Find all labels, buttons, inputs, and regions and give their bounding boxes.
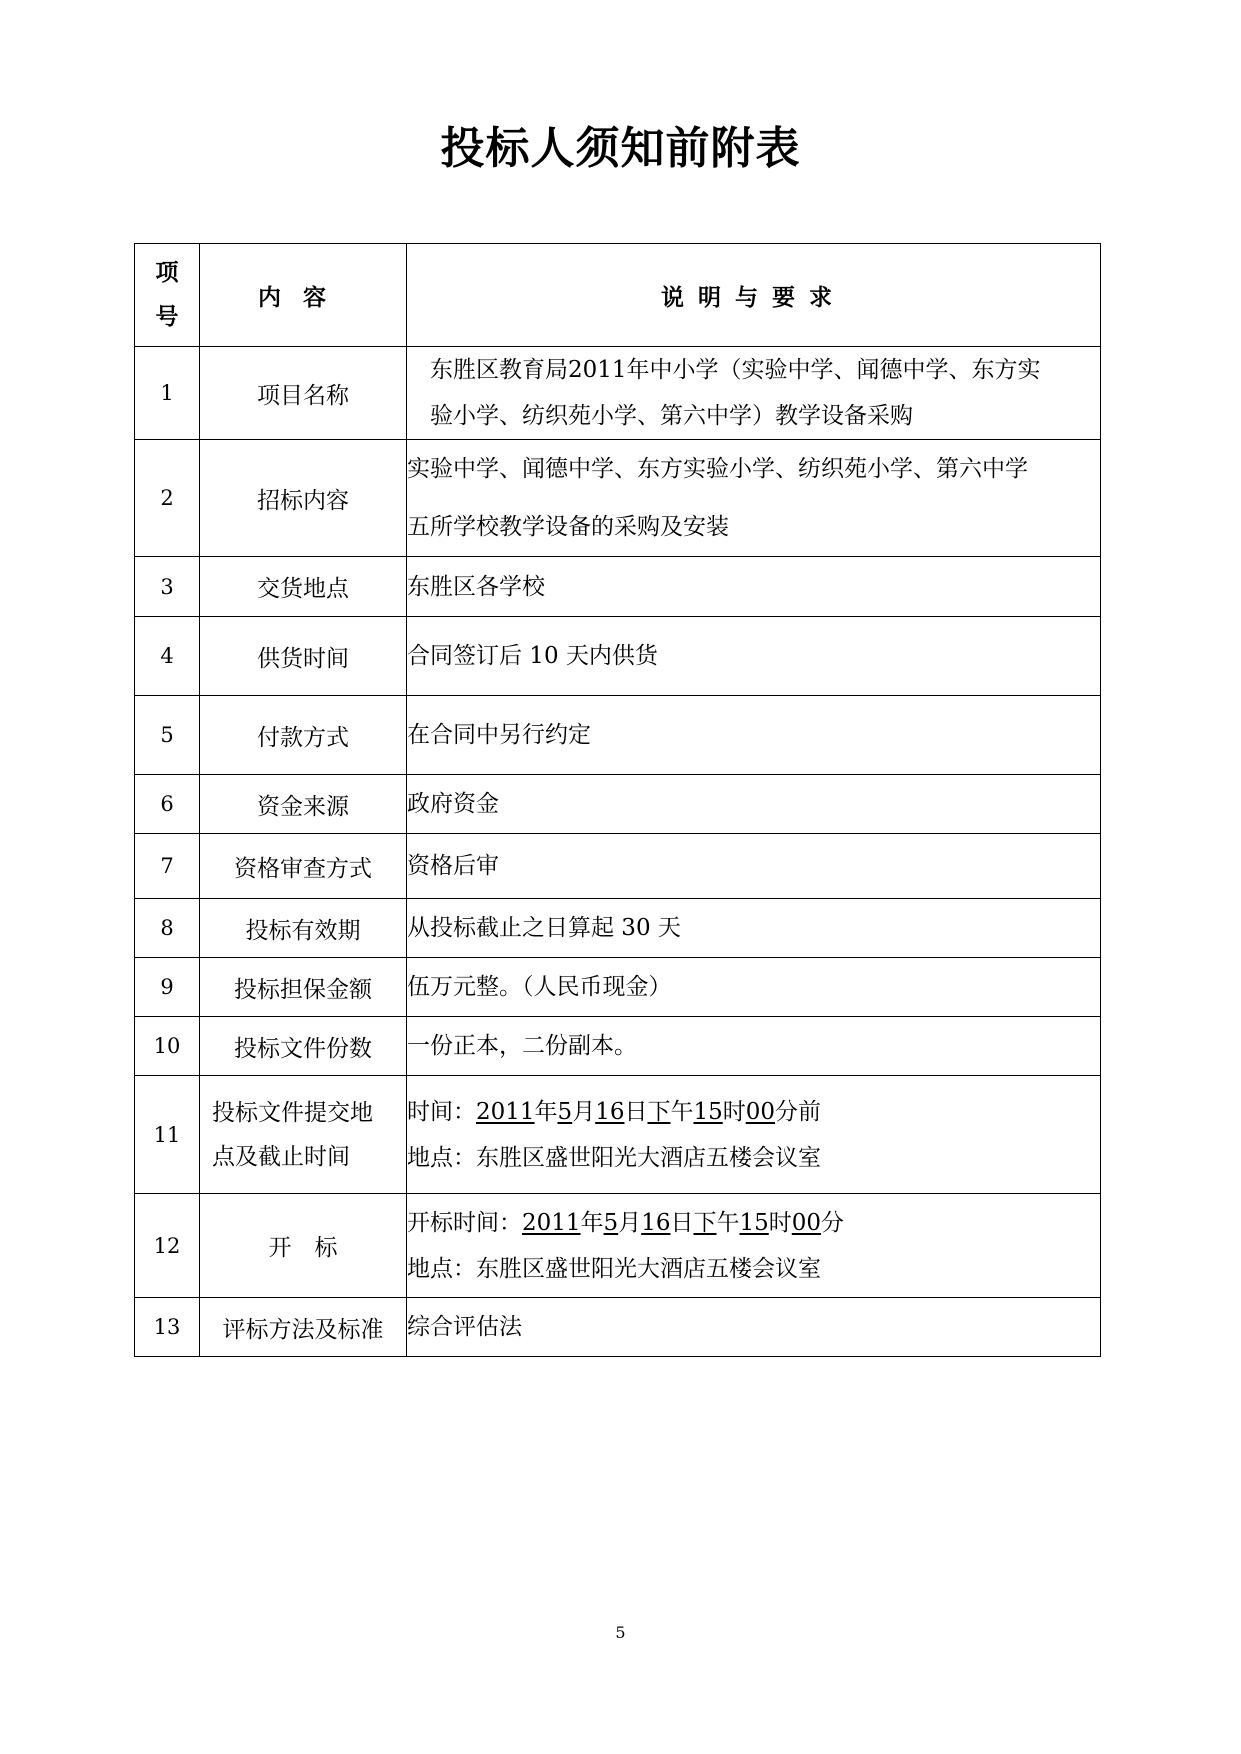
table-row — [135, 775, 1101, 834]
row-name: 资格审查方式 — [200, 834, 407, 899]
row-desc: 实验中学、闻德中学、东方实验小学、纺织苑小学、第六中学 五所学校教学设备的采购及安装 — [407, 440, 1101, 557]
row-desc — [407, 1194, 1101, 1298]
row-desc: 东胜区教育局2011年中小学（实验中学、闻德中学、东方实 验小学、纺织苑小学、第六中学）教学设备采购 — [407, 347, 1101, 440]
row-desc: 伍万元整。（人民币现金） — [407, 958, 1101, 1017]
table-row — [135, 1017, 1101, 1076]
row-name: 投标文件份数 — [200, 1017, 407, 1076]
table-row — [135, 899, 1101, 958]
row-desc: 一份正本，二份副本。 — [407, 1017, 1101, 1076]
row-name: 开 标 — [200, 1194, 407, 1298]
table-row — [135, 1298, 1101, 1357]
opening-time: 开标时间：2011年5月16日下午15时00分 — [407, 1209, 845, 1236]
row-no: 11 — [135, 1076, 200, 1194]
table-row — [135, 440, 1101, 557]
row-name: 项目名称 — [200, 347, 407, 440]
deadline-time: 时间：2011年5月16日下午15时00分前 — [407, 1098, 822, 1125]
header-content: 内容 — [200, 244, 407, 347]
row-name: 投标文件提交地 点及截止时间 — [200, 1076, 407, 1194]
row-name: 付款方式 — [200, 696, 407, 775]
row-no: 13 — [135, 1298, 200, 1357]
row-desc: 从投标截止之日算起 30 天 — [407, 899, 1101, 958]
table-row — [135, 1076, 1101, 1194]
table-row — [135, 958, 1101, 1017]
table-row — [135, 557, 1101, 617]
table-row — [135, 834, 1101, 899]
table-row — [135, 1194, 1101, 1298]
row-no: 9 — [135, 958, 200, 1017]
page-title: 投标人须知前附表 — [440, 123, 801, 174]
row-no: 5 — [135, 696, 200, 775]
row-desc: 综合评估法 — [407, 1298, 1101, 1357]
row-no: 6 — [135, 775, 200, 834]
row-no: 4 — [135, 617, 200, 696]
row-name: 评标方法及标准 — [200, 1298, 407, 1357]
row-desc — [407, 1076, 1101, 1194]
header-desc: 说明与要求 — [407, 244, 1101, 347]
table-header-row — [135, 244, 1101, 347]
row-desc: 合同签订后 10 天内供货 — [407, 617, 1101, 696]
row-desc: 政府资金 — [407, 775, 1101, 834]
bidder-instructions-table — [134, 243, 1101, 1357]
row-name: 资金来源 — [200, 775, 407, 834]
row-no: 10 — [135, 1017, 200, 1076]
row-desc: 东胜区各学校 — [407, 557, 1101, 617]
row-name: 交货地点 — [200, 557, 407, 617]
row-no: 7 — [135, 834, 200, 899]
row-desc: 资格后审 — [407, 834, 1101, 899]
row-name: 供货时间 — [200, 617, 407, 696]
deadline-place: 地点：东胜区盛世阳光大酒店五楼会议室 — [407, 1144, 821, 1171]
opening-place: 地点：东胜区盛世阳光大酒店五楼会议室 — [407, 1255, 821, 1282]
row-no: 8 — [135, 899, 200, 958]
row-no: 1 — [135, 347, 200, 440]
row-name: 招标内容 — [200, 440, 407, 557]
row-name: 投标有效期 — [200, 899, 407, 958]
row-no: 3 — [135, 557, 200, 617]
row-desc: 在合同中另行约定 — [407, 696, 1101, 775]
table-row — [135, 347, 1101, 440]
page-number: 5 — [615, 1623, 626, 1642]
table-row — [135, 696, 1101, 775]
row-no: 2 — [135, 440, 200, 557]
header-no: 项 号 — [135, 244, 200, 347]
row-name: 投标担保金额 — [200, 958, 407, 1017]
table-row — [135, 617, 1101, 696]
row-no: 12 — [135, 1194, 200, 1298]
